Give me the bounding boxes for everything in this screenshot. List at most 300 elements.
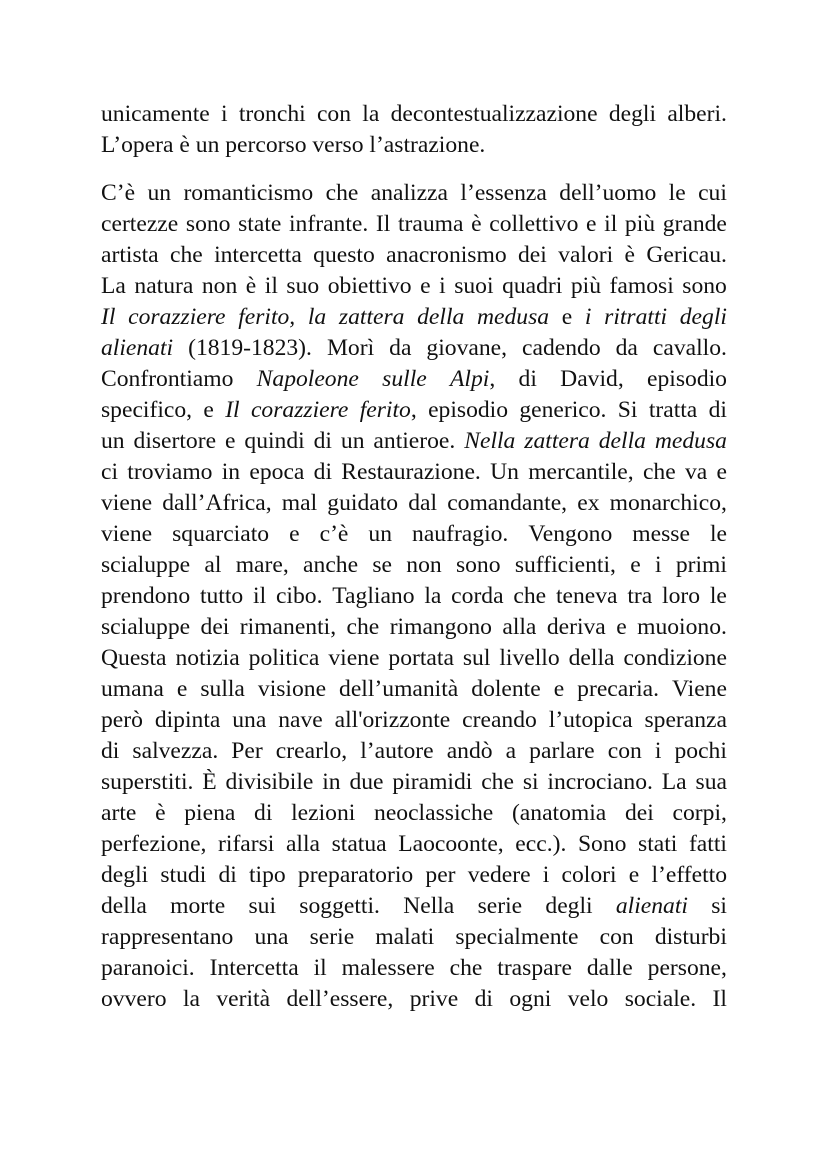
word: all'orizzonte <box>334 707 451 733</box>
word: l’utopica <box>548 707 633 733</box>
word: (anatomia <box>511 800 607 826</box>
word: mal <box>281 490 318 516</box>
word: l’essenza <box>460 180 547 206</box>
text-line <box>101 364 727 395</box>
word: malessere <box>341 955 435 981</box>
word: il <box>604 211 618 237</box>
word: alla <box>285 831 321 857</box>
word: incrociano. <box>547 769 653 795</box>
text-line <box>101 705 727 736</box>
word: ecc.). <box>515 831 567 857</box>
word: e <box>616 614 627 640</box>
text-line <box>101 767 727 798</box>
word: statua <box>331 831 387 857</box>
word: dall’Africa, <box>162 490 272 516</box>
word: la <box>424 583 442 609</box>
italic-word: ferito, <box>238 304 296 330</box>
word: salvezza. <box>132 738 219 764</box>
word: c’è <box>319 521 349 547</box>
word: e <box>561 304 573 330</box>
word: di <box>708 397 727 423</box>
italic-word: zattera <box>338 304 405 330</box>
word: preparatorio <box>297 862 414 888</box>
word: sua <box>695 769 727 795</box>
word: sulla <box>200 676 245 702</box>
text-line <box>101 736 727 767</box>
word: rimanenti, <box>239 614 337 640</box>
word: e <box>586 211 597 237</box>
word: che <box>513 583 547 609</box>
word: e <box>289 521 300 547</box>
word: traspare <box>497 955 572 981</box>
word: dipinta <box>154 707 221 733</box>
word: alla <box>502 614 537 640</box>
word: il <box>253 583 267 609</box>
word: disturbi <box>654 924 727 950</box>
word: l’autore <box>360 738 434 764</box>
text-line <box>101 209 727 240</box>
word: della <box>568 645 615 671</box>
word: Tagliano <box>332 583 415 609</box>
italic-word: sulle <box>382 366 427 392</box>
word: va <box>684 459 708 485</box>
word: condizione <box>623 645 727 671</box>
italic-word: degli <box>679 304 727 330</box>
word: infrante. <box>289 211 369 237</box>
word: degli <box>545 893 593 919</box>
word: dei <box>625 800 654 826</box>
word: tutto <box>199 583 244 609</box>
word: specialmente <box>455 924 579 950</box>
word: i <box>542 862 550 888</box>
word: suoi <box>454 273 494 299</box>
word: episodio <box>428 397 509 423</box>
word: si <box>711 893 727 919</box>
word: che <box>481 769 514 795</box>
word: un <box>147 180 172 206</box>
word: obiettivo <box>327 273 412 299</box>
word: naufragio. <box>412 521 509 547</box>
italic-word: Il <box>225 397 240 423</box>
text-line <box>101 550 727 581</box>
word: più <box>570 273 602 299</box>
italic-word: ritratti <box>604 304 668 330</box>
word: È <box>202 769 217 795</box>
word: intercetta <box>214 242 302 268</box>
word: teneva <box>555 583 618 609</box>
word: morte <box>170 893 226 919</box>
word: specifico, <box>101 397 193 423</box>
word: crearlo, <box>275 738 348 764</box>
text-line <box>101 891 727 922</box>
word: suo <box>286 273 320 299</box>
text-line <box>101 302 727 333</box>
word: tipo <box>249 862 286 888</box>
italic-word: alienati <box>101 335 174 361</box>
word: pochi <box>674 738 727 764</box>
word: sui <box>248 893 277 919</box>
italic-word: alienati <box>615 893 688 919</box>
word: deriva <box>546 614 606 640</box>
text-line <box>101 426 727 457</box>
text-line <box>101 178 727 209</box>
word: anacronismo <box>386 242 507 268</box>
word: più <box>624 211 656 237</box>
word: l’effetto <box>651 862 727 888</box>
word: se <box>372 552 392 578</box>
word: anche <box>303 552 359 578</box>
word: i <box>654 738 662 764</box>
word: da <box>615 335 638 361</box>
word: parlare <box>529 738 595 764</box>
word: speranza <box>644 707 727 733</box>
word: rimangono <box>389 614 492 640</box>
word: alberi. <box>667 101 727 127</box>
word: a <box>505 738 517 764</box>
word: guidato <box>327 490 399 516</box>
italic-word: corazziere <box>250 397 349 423</box>
word: troviamo <box>127 459 213 485</box>
text-line <box>101 457 727 488</box>
word: superstiti. <box>101 769 194 795</box>
word: il <box>264 273 278 299</box>
text-line <box>101 643 727 674</box>
word: Si <box>617 397 638 423</box>
word: sono <box>455 552 501 578</box>
italic-word: Alpi <box>450 366 490 392</box>
word: una <box>254 924 289 950</box>
word: corpi, <box>672 800 727 826</box>
word: malati <box>375 924 435 950</box>
word: valori <box>558 242 614 268</box>
word: ogni <box>509 986 552 1012</box>
word: La <box>101 273 126 299</box>
word: messe <box>632 521 690 547</box>
word: con <box>599 924 634 950</box>
word: serie <box>309 924 355 950</box>
word: che <box>169 242 203 268</box>
word: episodio <box>647 366 727 392</box>
word: comandante, <box>447 490 568 516</box>
word: Confrontiamo <box>101 366 234 392</box>
word: Gericau. <box>646 242 727 268</box>
word: e <box>224 428 236 454</box>
text-line <box>101 829 727 860</box>
word: Laocoonte, <box>398 831 504 857</box>
word: che <box>346 614 380 640</box>
word: di <box>101 738 120 764</box>
word: decontestualizzazione <box>390 101 598 127</box>
word: squarciato <box>172 521 270 547</box>
word: una <box>232 707 267 733</box>
word: umana <box>101 676 164 702</box>
word: creando <box>462 707 537 733</box>
word: di <box>518 366 537 392</box>
word: Restaurazione. <box>341 459 481 485</box>
word: la <box>182 986 200 1012</box>
italic-word: della <box>417 304 465 330</box>
word: sul <box>462 645 491 671</box>
text-line <box>101 99 727 130</box>
paragraph-1 <box>101 99 727 161</box>
word: di <box>313 428 332 454</box>
word: i <box>439 273 446 299</box>
word: tronchi <box>238 101 306 127</box>
word: due <box>349 769 384 795</box>
word: livello <box>499 645 560 671</box>
word: questo <box>313 242 375 268</box>
word: ci <box>101 459 119 485</box>
word: colori <box>561 862 617 888</box>
word: monarchico, <box>609 490 727 516</box>
word: dell’essere, <box>286 986 394 1012</box>
text-segment: L’opera è un percorso verso l’astrazione. <box>101 132 486 158</box>
word: di <box>313 459 333 485</box>
word: quadri <box>502 273 563 299</box>
word: e <box>553 676 565 702</box>
word: lezioni <box>291 800 356 826</box>
word: è <box>245 273 257 299</box>
word: non <box>201 273 238 299</box>
word: i <box>655 552 662 578</box>
word: neoclassiche <box>374 800 494 826</box>
word: sufficienti, <box>514 552 616 578</box>
word: loro <box>662 583 701 609</box>
word: Viene <box>672 676 727 702</box>
italic-word: medusa <box>654 428 727 454</box>
word: paranoici. <box>101 955 195 981</box>
word: politica <box>248 645 320 671</box>
word: che <box>325 180 359 206</box>
word: dei <box>200 614 230 640</box>
word: velo <box>567 986 609 1012</box>
word: andò <box>446 738 493 764</box>
text-line <box>101 674 727 705</box>
word: che <box>642 459 676 485</box>
word: persone, <box>647 955 727 981</box>
word: è <box>471 211 482 237</box>
text-line <box>101 860 727 891</box>
word: e <box>628 862 640 888</box>
italic-word: medusa <box>476 304 550 330</box>
word: dolente <box>471 676 541 702</box>
word: vedere <box>467 862 531 888</box>
word: Un <box>490 459 519 485</box>
word: il <box>313 955 327 981</box>
word: viene <box>101 490 153 516</box>
word: divisibile <box>225 769 314 795</box>
italic-word: zattera <box>524 428 590 454</box>
word: studi <box>160 862 207 888</box>
word: dalle <box>586 955 633 981</box>
word: corda <box>451 583 504 609</box>
word: sono <box>185 211 231 237</box>
word: David, <box>560 366 624 392</box>
italic-word: la <box>307 304 327 330</box>
word: viene <box>328 645 380 671</box>
text-line <box>101 922 727 953</box>
word: che <box>449 955 483 981</box>
word: per <box>425 862 456 888</box>
word: i <box>221 101 228 127</box>
text-line <box>101 953 727 984</box>
word: un <box>368 521 393 547</box>
word-group <box>450 364 495 395</box>
word: romanticismo <box>183 180 314 206</box>
text-line <box>101 240 727 271</box>
word: , <box>410 397 417 423</box>
word: un <box>101 428 125 454</box>
word: sociale. <box>624 986 697 1012</box>
word: e <box>420 273 431 299</box>
word: soggetti. <box>299 893 380 919</box>
word: di <box>474 986 493 1012</box>
word: in <box>221 459 241 485</box>
word: e <box>630 552 641 578</box>
word: non <box>406 552 442 578</box>
word: mare, <box>235 552 289 578</box>
word: cavallo. <box>652 335 727 361</box>
word: analizza <box>370 180 449 206</box>
word: cadendo <box>522 335 601 361</box>
word: in <box>322 769 341 795</box>
word: le <box>709 583 727 609</box>
word: le <box>668 180 686 206</box>
text-line <box>101 488 727 519</box>
word: Per <box>231 738 263 764</box>
italic-word: della <box>598 428 646 454</box>
text-line <box>101 798 727 829</box>
word: stati <box>638 831 678 857</box>
word: le <box>709 521 727 547</box>
word: dei <box>517 242 547 268</box>
italic-word: ferito <box>359 397 411 423</box>
word: antieroe. <box>373 428 456 454</box>
word: verità <box>216 986 271 1012</box>
paragraph-2 <box>101 178 727 1015</box>
word: state <box>238 211 282 237</box>
italic-word: i <box>584 304 592 330</box>
word: dell’umanità <box>339 676 459 702</box>
text-line <box>101 984 727 1015</box>
word: famosi <box>609 273 674 299</box>
word: epoca <box>249 459 305 485</box>
word: e <box>176 676 188 702</box>
word: La <box>661 769 687 795</box>
word: degli <box>608 101 657 127</box>
word: Il <box>712 986 727 1012</box>
word: di <box>254 800 273 826</box>
word: , <box>489 366 496 392</box>
text-line <box>101 612 727 643</box>
word: rifarsi <box>218 831 275 857</box>
word: fatti <box>688 831 727 857</box>
text-line <box>101 333 727 364</box>
word: con <box>607 738 642 764</box>
word: mercantile, <box>528 459 634 485</box>
word: dal <box>408 490 438 516</box>
italic-word: Nella <box>464 428 516 454</box>
word: giovane, <box>426 335 508 361</box>
word: scialuppe <box>101 614 191 640</box>
word: Sono <box>577 831 627 857</box>
word: arte <box>101 800 137 826</box>
word: serie <box>477 893 523 919</box>
word: Morì <box>326 335 375 361</box>
word: Vengono <box>528 521 613 547</box>
word: nave <box>278 707 323 733</box>
word: viene <box>101 521 153 547</box>
word: degli <box>101 862 149 888</box>
word: Intercetta <box>209 955 299 981</box>
word: e <box>203 397 214 423</box>
word: un <box>340 428 365 454</box>
word: con <box>316 101 352 127</box>
word: piena <box>184 800 236 826</box>
word: Nella <box>403 893 455 919</box>
word: è <box>155 800 166 826</box>
word: rappresentano <box>101 924 234 950</box>
word: visione <box>257 676 327 702</box>
text-line <box>101 395 727 426</box>
word: grande <box>662 211 727 237</box>
word: la <box>362 101 380 127</box>
word: artista <box>101 242 159 268</box>
word: cibo. <box>275 583 323 609</box>
word: perfezione, <box>101 831 207 857</box>
text-line <box>101 271 727 302</box>
word: precaria. <box>577 676 660 702</box>
word: primi <box>675 552 727 578</box>
word: piramidi <box>392 769 473 795</box>
word: portata <box>388 645 454 671</box>
word: dell’uomo <box>559 180 657 206</box>
word: prendono <box>101 583 191 609</box>
word: scialuppe <box>101 552 191 578</box>
word: notizia <box>175 645 240 671</box>
italic-word: Il <box>101 304 116 330</box>
italic-word: Napoleone <box>256 366 359 392</box>
text-line <box>101 130 727 161</box>
word: di <box>218 862 237 888</box>
word: prive <box>409 986 459 1012</box>
word: sono <box>682 273 727 299</box>
word: tra <box>627 583 653 609</box>
word: certezze <box>101 211 179 237</box>
word: (1819-1823). <box>188 335 312 361</box>
text-line <box>101 581 727 612</box>
word: trauma <box>397 211 464 237</box>
word: ex <box>577 490 600 516</box>
word: al <box>204 552 222 578</box>
word: si <box>522 769 539 795</box>
word: da <box>389 335 412 361</box>
word: Il <box>375 211 391 237</box>
word: è <box>624 242 635 268</box>
word: natura <box>134 273 194 299</box>
word: Questa <box>101 645 167 671</box>
word: cui <box>698 180 727 206</box>
word: generico. <box>519 397 607 423</box>
italic-word: corazziere <box>128 304 226 330</box>
text-line <box>101 519 727 550</box>
word: disertore <box>133 428 217 454</box>
word: collettivo <box>489 211 579 237</box>
word: però <box>101 707 143 733</box>
word: e <box>716 459 727 485</box>
word: della <box>101 893 147 919</box>
word-group <box>360 395 417 426</box>
